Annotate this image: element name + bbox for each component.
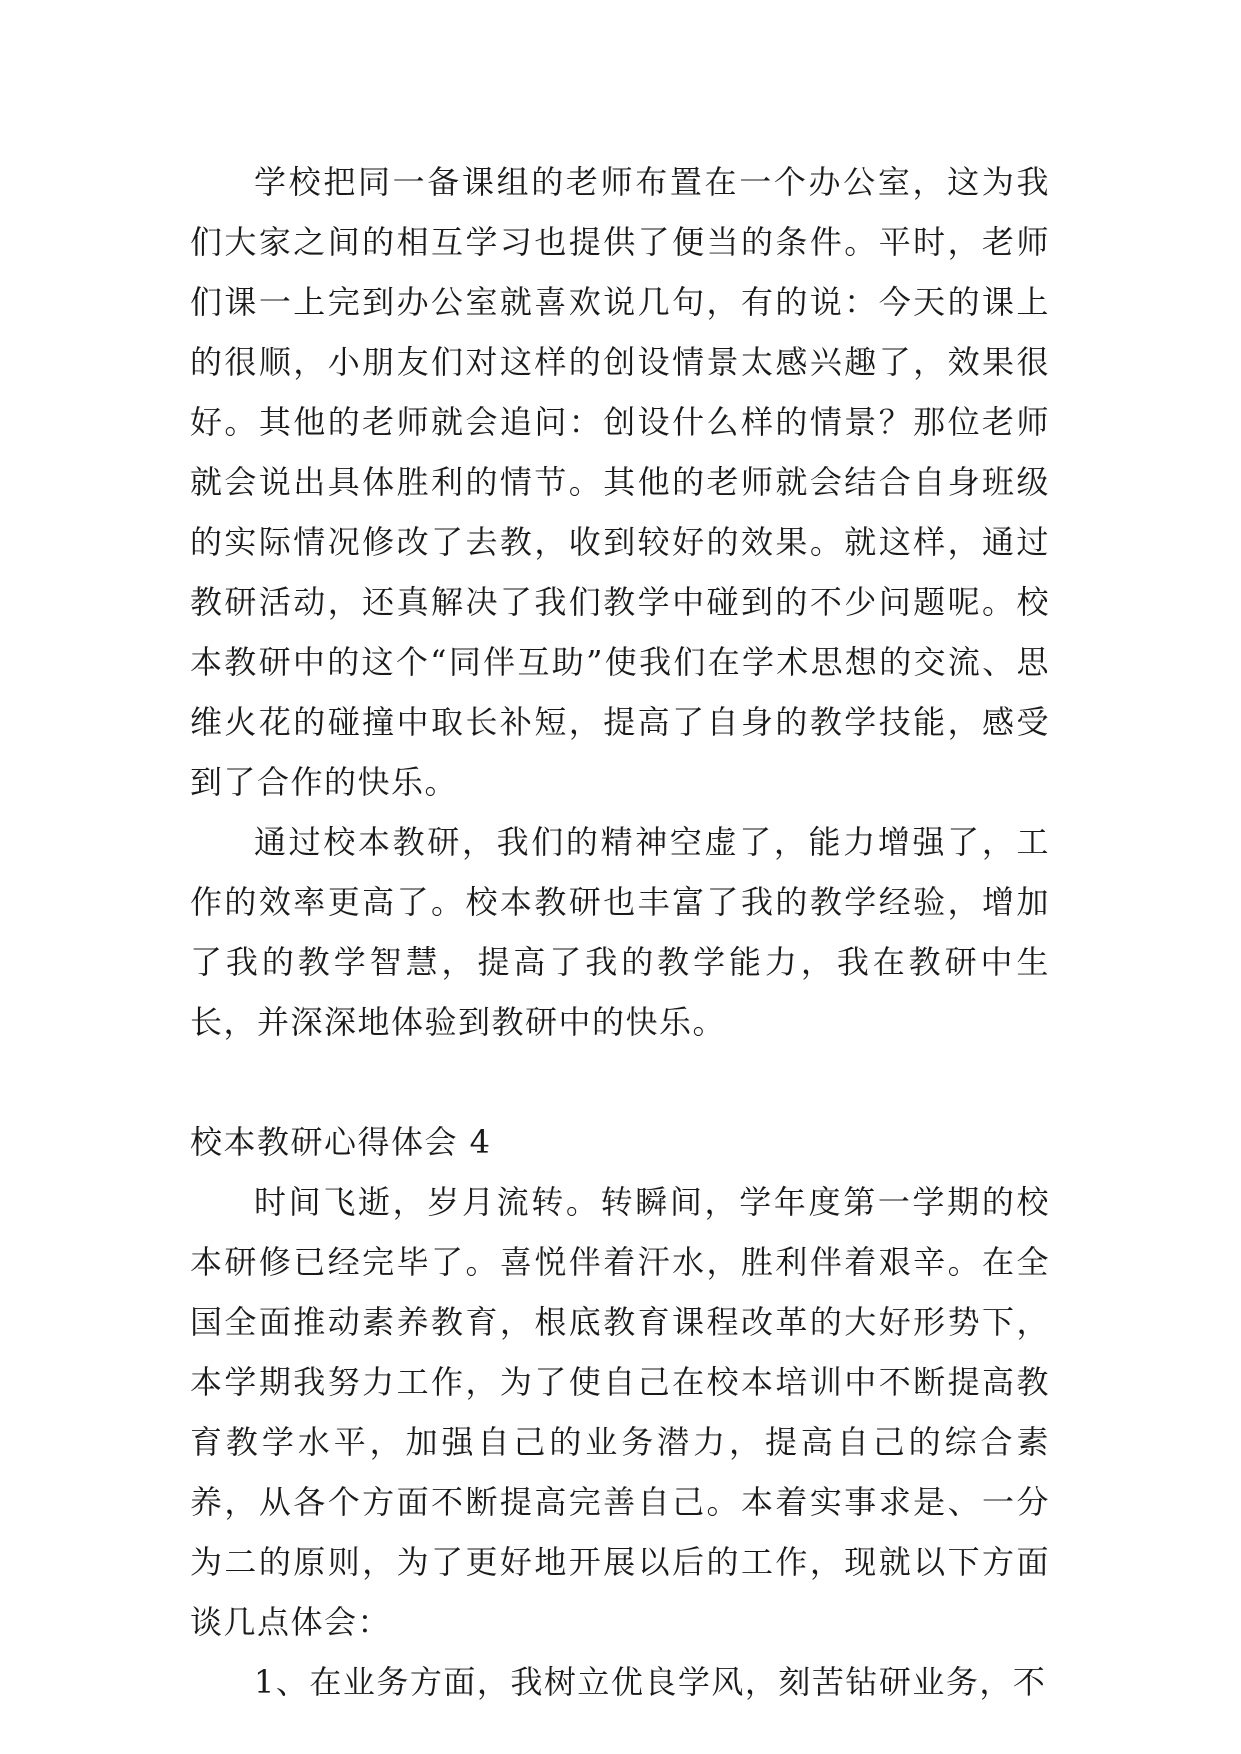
paragraph-business-point-1: 1、在业务方面，我树立优良学风，刻苦钻研业务，不: [254, 1663, 1047, 1701]
section-heading: 校本教研心得体会 4: [190, 1123, 492, 1161]
paragraph-teaching-research-benefits: 通过校本教研，我们的精神空虚了，能力增强了，工作的效率更高了。校本教研也丰富了我的教学经验，增加了我的教学智慧，提高了我的教学能力，我在教研中生长，并深深地体验到教研中的快乐。: [190, 823, 1050, 1041]
document-body: [190, 152, 1050, 1712]
paragraph-peer-help: 学校把同一备课组的老师布置在一个办公室，这为我们大家之间的相互学习也提供了便当的条件。平时，老师们课一上完到办公室就喜欢说几句，有的说：今天的课上的很顺，小朋友们对这样的创设情景太感兴趣了，效果很好。其他的老师就会追问：创设什么样的情景？那位老师就会说出具体胜利的情节。其他的老师就会结合自身班级的实际情况修改了去教，收到较好的效果。就这样，通过教研活动，还真解决了我们教学中碰到的不少问题呢。校本教研中的这个“同伴互助”使我们在学术思想的交流、思维火花的碰撞中取长补短，提高了自身的教学技能，感受到了合作的快乐。: [190, 163, 1050, 801]
section-spacer: [190, 1052, 1050, 1112]
paragraph-semester-summary: 时间飞逝，岁月流转。转瞬间，学年度第一学期的校本研修已经完毕了。喜悦伴着汗水，胜利伴着艰辛。在全国全面推动素养教育，根底教育课程改革的大好形势下，本学期我努力工作，为了使自己在校本培训中不断提高教育教学水平，加强自己的业务潜力，提高自己的综合素养，从各个方面不断提高完善自己。本着实事求是、一分为二的原则，为了更好地开展以后的工作，现就以下方面谈几点体会：: [190, 1183, 1050, 1641]
